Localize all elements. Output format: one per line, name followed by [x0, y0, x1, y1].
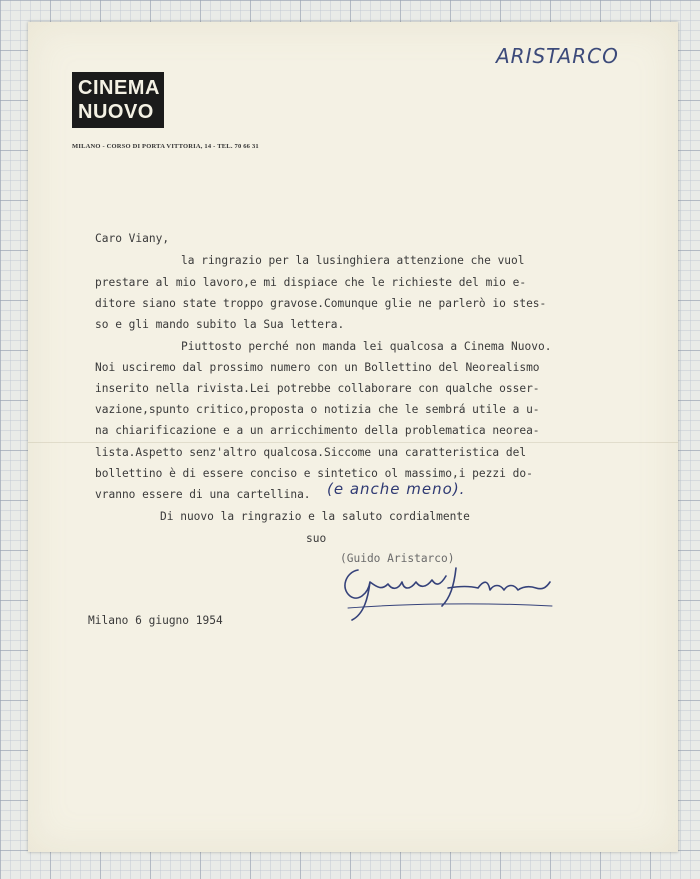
- body-line: lista.Aspetto senz'altro qualcosa.Siccome una caratteristica del: [95, 446, 527, 459]
- suo: suo: [306, 532, 327, 545]
- signature: [338, 558, 560, 628]
- body-line: so e gli mando subito la Sua lettera.: [95, 318, 345, 331]
- body-line: la ringrazio per la lusinghiera attenzione che vuol: [181, 254, 525, 267]
- body-line: inserito nella rivista.Lei potrebbe collaborare con qualche osser-: [95, 382, 540, 395]
- cinema-nuovo-logo: [72, 72, 164, 128]
- body-line: ditore siano state troppo gravose.Comunque glie ne parlerò io stes-: [95, 297, 547, 310]
- body-line: vazione,spunto critico,proposta o notizia che le sembrá utile a u-: [95, 403, 540, 416]
- body-line: na chiarificazione e a un arricchimento della problematica neorea-: [95, 424, 540, 437]
- logo-line-2: NUOVO: [78, 101, 154, 123]
- logo-line-1: CINEMA: [78, 77, 160, 99]
- body-line: prestare al mio lavoro,e mi dispiace che le richieste del mio e-: [95, 276, 527, 289]
- paper-fold-line: [28, 442, 678, 443]
- body-line: bollettino è di essere conciso e sintetico ol massimo,i pezzi do-: [95, 467, 533, 480]
- body-line: Piuttosto perché non manda lei qualcosa a Cinema Nuovo.: [181, 340, 552, 353]
- handwritten-insert: (e anche meno).: [327, 480, 466, 498]
- place-date: Milano 6 giugno 1954: [88, 614, 223, 627]
- body-line: Noi usciremo dal prossimo numero con un Bollettino del Neorealismo: [95, 361, 540, 374]
- closing-line: Di nuovo la ringrazio e la saluto cordialmente: [160, 510, 470, 523]
- body-line: vranno essere di una cartellina.: [95, 488, 311, 501]
- handwritten-annotation: ARISTARCO: [496, 44, 619, 68]
- salutation: Caro Viany,: [95, 232, 170, 245]
- sender-name: (Guido Aristarco): [340, 552, 455, 565]
- letterhead-address: MILANO - CORSO DI PORTA VITTORIA, 14 - TEL. 70 66 31: [72, 143, 259, 150]
